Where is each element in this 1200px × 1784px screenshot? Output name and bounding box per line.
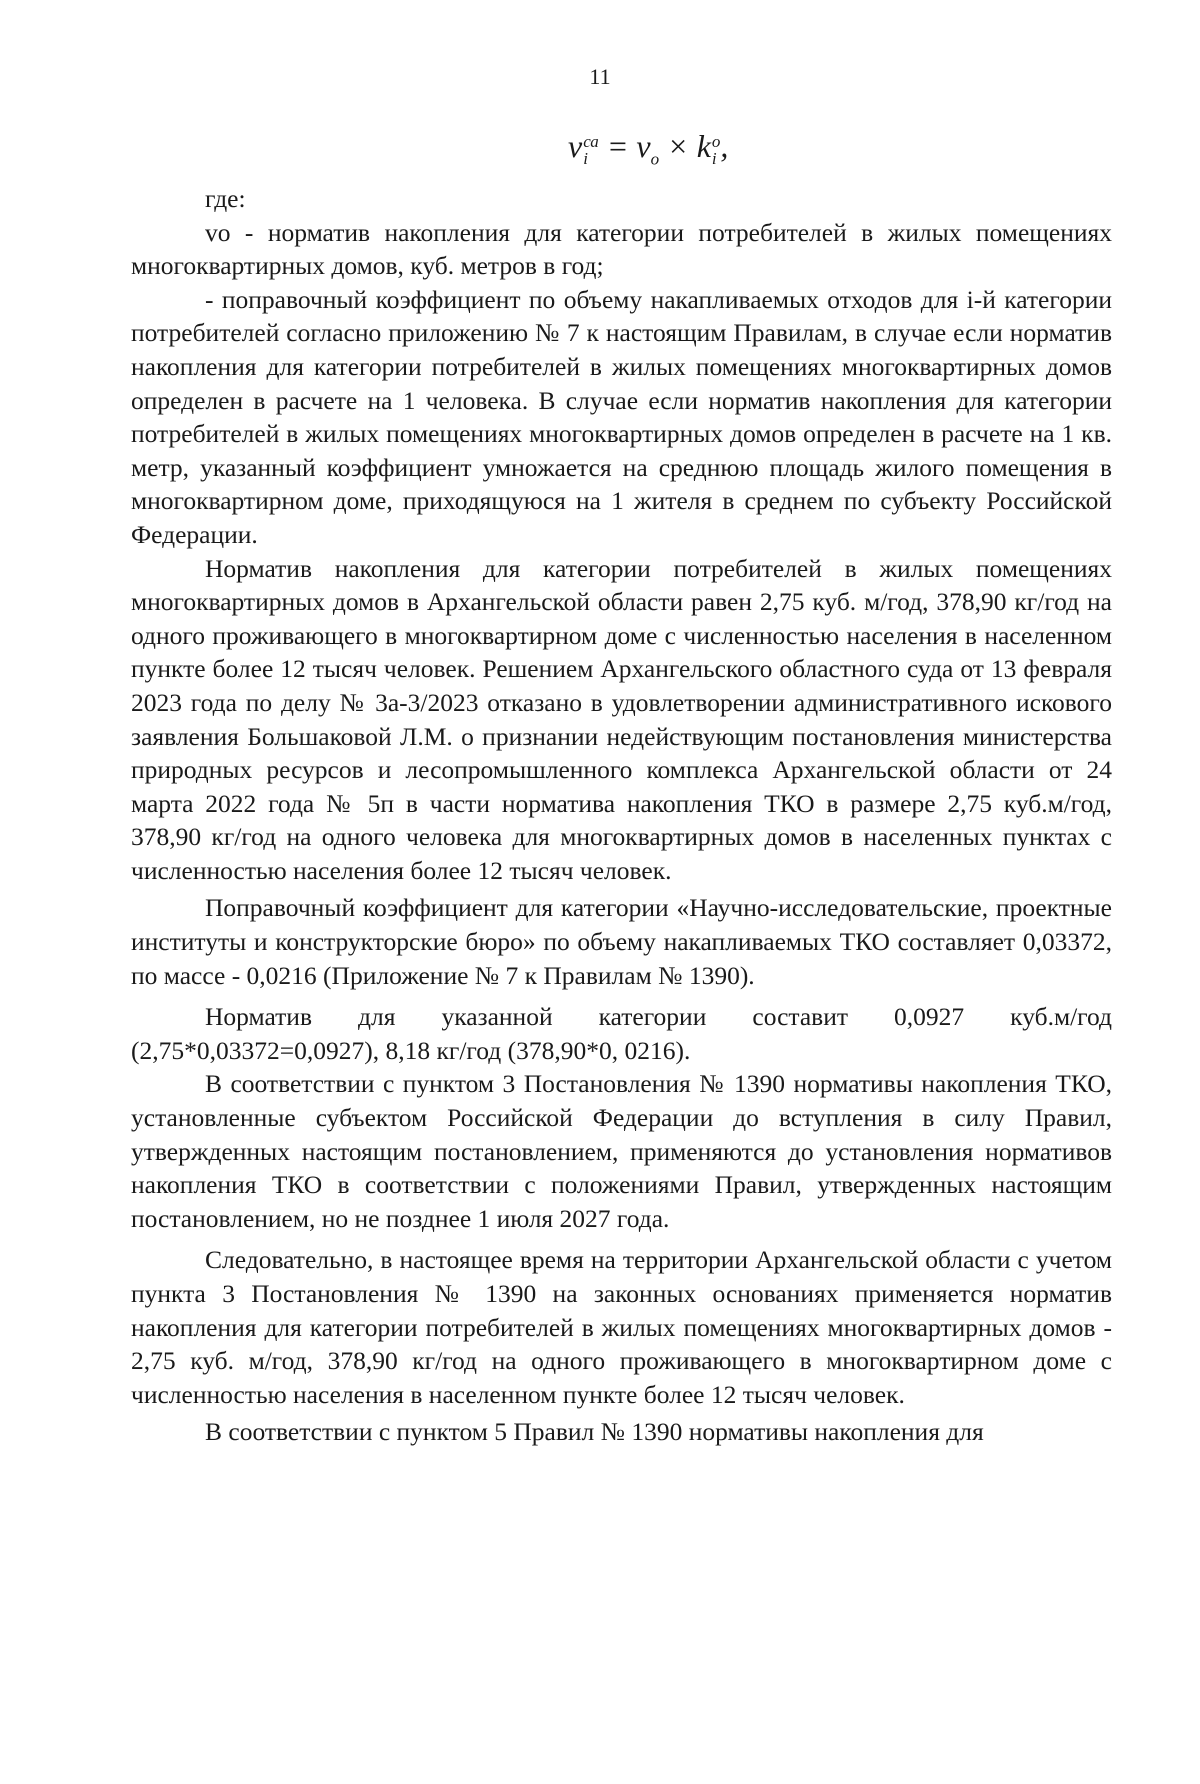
formula — [568, 128, 728, 169]
formula-rhs-sub2: i — [711, 148, 717, 168]
formula-lhs-sub: i — [583, 148, 588, 168]
paragraph-where: где: — [205, 184, 246, 213]
paragraph-clause-5: В соответствии с пунктом 5 Правил № 1390 нормативы накопления для — [205, 1417, 984, 1447]
formula-rhs-var2: k — [696, 128, 711, 164]
formula-times: × — [667, 128, 689, 164]
paragraph-research-institutes: Поправочный коэффициент для категории «Научно-исследовательские, проектные институты и конструкторские бюро» по объему накапливаемых ТКО составляет 0,03372, по массе - 0,0216 (Приложение № 7 к Правилам № 1390). — [131, 893, 1112, 990]
formula-rhs-var1: v — [636, 128, 651, 164]
paragraph-category-norm: Норматив для указанной категории составит 0,0927 куб.м/год (2,75*0,03372=0,0927), 8,18 кг/год (378,90*0, 0216). — [131, 1002, 1112, 1065]
formula-rhs-sup2: о — [711, 131, 721, 151]
formula-equals: = — [606, 128, 629, 164]
formula-rhs-sub1: о — [650, 149, 660, 169]
formula-lhs-sup: са — [583, 131, 599, 151]
formula-lhs-indices — [583, 133, 599, 167]
paragraph-consequently: Следовательно, в настоящее время на территории Архангельской области с учетом пункта 3 Постановления № 1390 на законных основаниях применяется норматив накопления для категории потребителей в жилых помещениях многоквартирных домов - 2,75 куб. м/год, 378,90 кг/год на одного проживающего в многоквартирном доме с численностью населения в населенном пункте более 12 тысяч человек. — [131, 1245, 1112, 1409]
paragraph-vo-definition: vo - норматив накопления для категории потребителей в жилых помещениях многоквартирных домов, куб. метров в год; — [131, 217, 1112, 281]
formula-lhs-var: v — [568, 128, 583, 164]
formula-trailing: , — [720, 128, 729, 164]
paragraph-correction-coefficient: - поправочный коэффициент по объему накапливаемых отходов для i-й категории потребителей согласно приложению № 7 к настоящим Правилам, в случае если норматив накопления для категории потребителей в жилых помещениях многоквартирных домов определен в расчете на 1 человека. В случае если норматив накопления для категории потребителей в жилых помещениях многоквартирных домов определен в расчете на 1 кв. метр, указанный коэффициент умножается на среднюю площадь жилого помещения в многоквартирном доме, приходящуюся на 1 жителя в среднем по субъекту Российской Федерации. — [131, 284, 1112, 549]
body-text — [131, 182, 1112, 1449]
page-number: 11 — [589, 64, 611, 89]
paragraph-arkhangelsk-norm: Норматив накопления для категории потребителей в жилых помещениях многоквартирных домов в Архангельской области равен 2,75 куб. м/год, 378,90 кг/год на одного проживающего в многоквартирном доме с численностью населения в населенном пункте более 12 тысяч человек. Решением Архангельского областного суда от 13 февраля 2023 года по делу № 3а-3/2023 отказано в удовлетворении административного искового заявления Большаковой Л.М. о признании недействующим постановления министерства природных ресурсов и лесопромышленного комплекса Архангельской области от 24 марта 2022 года № 5п в части норматива накопления ТКО в размере 2,75 куб.м/год, 378,90 кг/год на одного человека для многоквартирных домов в населенных пунктах с численностью населения более 12 тысяч человек. — [131, 553, 1112, 885]
paragraph-clause-3: В соответствии с пунктом 3 Постановления № 1390 нормативы накопления ТКО, установленные субъектом Российской Федерации до вступления в силу Правил, утвержденных настоящим постановлением, применяются до установления нормативов накопления ТКО в соответствии с положениями Правил, утвержденных настоящим постановлением, но не позднее 1 июля 2027 года. — [131, 1069, 1112, 1233]
